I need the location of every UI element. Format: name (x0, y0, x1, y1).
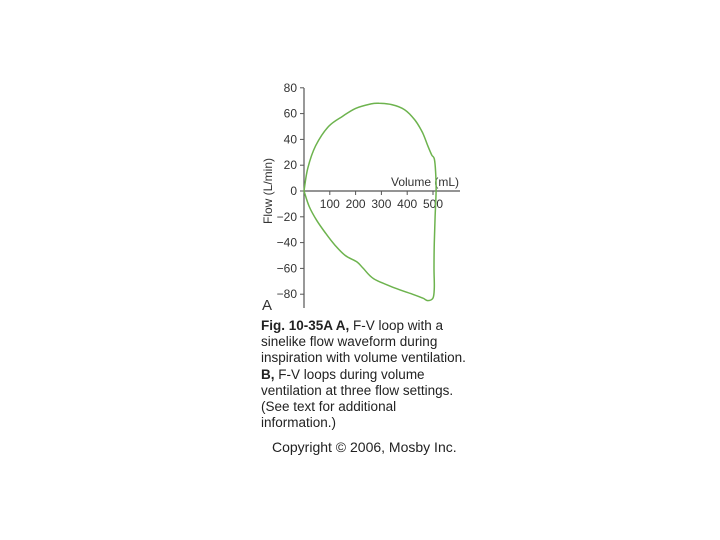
x-tick-label: 100 (319, 197, 340, 211)
x-tick-label: 200 (345, 197, 366, 211)
y-tick-label: 80 (283, 80, 297, 95)
x-tick-label: 400 (397, 197, 418, 211)
y-tick-label: −60 (276, 261, 297, 276)
y-tick-label: 60 (283, 106, 297, 121)
y-tick-label: −80 (276, 287, 297, 302)
y-tick-label: 40 (283, 132, 297, 147)
x-tick-label: 500 (422, 197, 444, 211)
figure-caption (261, 318, 471, 431)
caption-text-b: F-V loops during volume ventilation at three flow settings. (See text for additional information.) (261, 366, 454, 431)
caption-figure-label: Fig. 10-35A A, (261, 318, 350, 333)
caption-panel-b-label: B, (261, 366, 275, 382)
panel-letter: A (262, 297, 273, 314)
y-axis-label: Flow (L/min) (261, 157, 275, 225)
caption-text-a: F-V loop with a sinelike flow waveform during inspiration with volume ventilation. (261, 318, 466, 366)
y-tick-label: −40 (276, 235, 297, 250)
y-tick-label: 20 (283, 158, 297, 173)
x-tick-label: 300 (371, 197, 392, 211)
y-tick-label: 0 (290, 184, 297, 198)
copyright-notice: Copyright © 2006, Mosby Inc. (272, 439, 457, 455)
y-tick-label: −20 (276, 209, 297, 224)
x-axis-label: Volume (mL) (390, 175, 460, 189)
